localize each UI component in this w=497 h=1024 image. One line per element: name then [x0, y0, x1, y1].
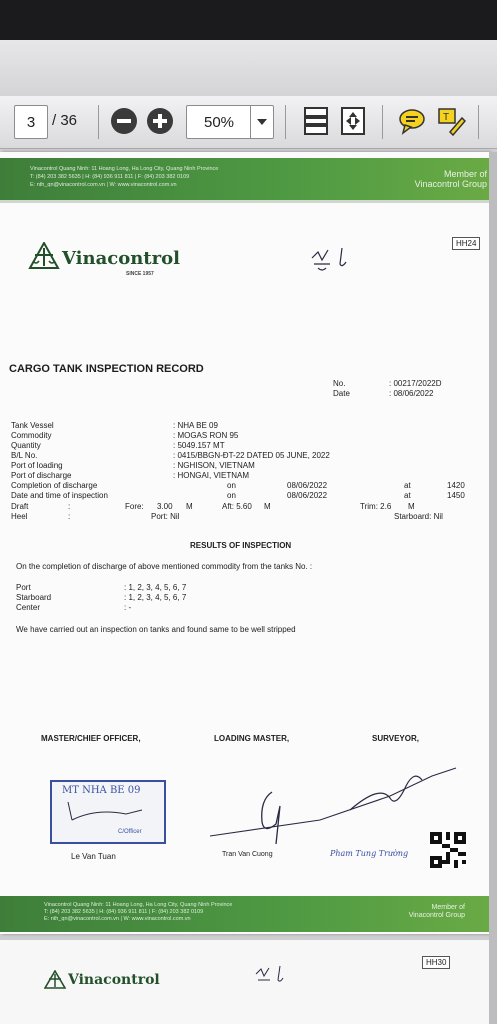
- band-divider: [0, 200, 489, 203]
- document-page: [0, 152, 489, 934]
- company-email: E: nth_qn@vinacontrol.com.vn | W: www.vinacontrol.com.vn: [30, 182, 177, 188]
- vertical-scrollbar[interactable]: [489, 152, 497, 1024]
- vessel-stamp: [50, 780, 166, 844]
- loading-master-name: Tran Van Cuong: [222, 851, 273, 858]
- surveyor-name: Pham Tung Trường: [330, 849, 409, 858]
- draft-trim: Trim: 2.6: [360, 502, 392, 511]
- pdf-toolbar: [0, 96, 497, 149]
- page-number-input[interactable]: [14, 105, 48, 139]
- stamp-text: MT NHA BE 09: [62, 785, 141, 796]
- draft-aft-unit: M: [264, 502, 271, 511]
- zoom-value: 50%: [204, 113, 235, 131]
- results-title: RESULTS OF INSPECTION: [190, 541, 292, 550]
- comment-icon[interactable]: [397, 106, 427, 136]
- company-phone: T: (84) 203 382 5635 | H: (84) 936 911 811 | F: (84) 203 382 0109: [30, 174, 190, 180]
- field-label: Heel: [11, 512, 28, 521]
- field-label: Quantity: [11, 441, 41, 450]
- footer-company-phone: T: (84) 203 382 5635 | H: (84) 936 911 811 | F: (84) 203 382 0109: [44, 909, 204, 915]
- loading-master-signature-label: LOADING MASTER,: [214, 734, 290, 743]
- tank-value: : -: [124, 603, 132, 612]
- completion-at: at: [404, 481, 411, 490]
- field-value: : NGHISON, VIETNAM: [173, 461, 255, 470]
- next-page-logo-icon: [44, 970, 66, 990]
- draft-aft: Aft: 5.60: [222, 502, 252, 511]
- field-label: Draft: [11, 502, 29, 511]
- draft-fore-unit: M: [186, 502, 193, 511]
- since-label: SINCE 1957: [126, 271, 154, 277]
- field-label: B/L No.: [11, 451, 38, 460]
- field-label: Port of discharge: [11, 471, 72, 480]
- inspection-date: 08/06/2022: [287, 491, 328, 500]
- date-value: : 08/06/2022: [389, 389, 434, 398]
- qr-code-icon: [430, 832, 466, 868]
- field-label: Date and time of inspection: [11, 491, 108, 500]
- tank-label: Port: [16, 583, 31, 592]
- inspection-at: at: [404, 491, 411, 500]
- master-signature-label: MASTER/CHIEF OFFICER,: [41, 734, 141, 743]
- tank-value: : 1, 2, 3, 4, 5, 6, 7: [124, 593, 187, 602]
- zoom-select[interactable]: [186, 105, 274, 139]
- footer-company-email: E: nth_qn@vinacontrol.com.vn | W: www.vinacontrol.com.vn: [44, 916, 191, 922]
- next-page-code: HH30: [422, 956, 450, 969]
- field-label: Tank Vessel: [11, 421, 54, 430]
- zoom-out-icon[interactable]: [109, 106, 139, 136]
- results-intro: On the completion of discharge of above mentioned commodity from the tanks No. :: [16, 562, 313, 571]
- form-code-badge: HH24: [452, 237, 480, 250]
- field-label: Commodity: [11, 431, 52, 440]
- monitor-bezel: [0, 0, 497, 40]
- next-page-preview: [0, 940, 489, 1024]
- highlight-text-icon[interactable]: [436, 106, 466, 136]
- company-address: Vinacontrol Quang Ninh: 11 Hoang Long, Ha Long City, Quang Ninh Province: [30, 166, 219, 172]
- stamp-sub: C/Officer: [118, 829, 142, 835]
- completion-date: 08/06/2022: [287, 481, 328, 490]
- member-of-label: Member of Vinacontrol Group: [414, 169, 487, 189]
- date-label: Date: [333, 389, 350, 398]
- field-label: Port of loading: [11, 461, 63, 470]
- master-name: Le Van Tuan: [71, 852, 116, 861]
- footer-company-address: Vinacontrol Quang Ninh: 11 Hoang Long, Ha Long City, Quang Ninh Province: [44, 902, 233, 908]
- fit-width-icon[interactable]: [302, 106, 330, 136]
- tank-value: : 1, 2, 3, 4, 5, 6, 7: [124, 583, 187, 592]
- heel-starboard: Starboard: Nil: [394, 512, 443, 521]
- inspection-on: on: [227, 491, 236, 500]
- inspection-time: 1450: [447, 491, 465, 500]
- footer-band: [0, 896, 489, 932]
- handwritten-mark-icon: [308, 242, 358, 278]
- field-value: : MOGAS RON 95: [173, 431, 239, 440]
- header-band: [0, 158, 489, 200]
- next-page-logo: Vinacontrol: [68, 972, 160, 988]
- heel-port: Port: Nil: [151, 512, 180, 521]
- page-title: CARGO TANK INSPECTION RECORD: [9, 363, 204, 375]
- vinacontrol-logo-icon: [28, 242, 60, 270]
- page-number-value: 3: [26, 113, 36, 131]
- draft-fore-label: Fore:: [125, 502, 144, 511]
- zoom-in-icon[interactable]: [145, 106, 175, 136]
- field-label: Completion of discharge: [11, 481, 98, 490]
- no-label: No.: [333, 379, 346, 388]
- viewer-title-strip: [0, 40, 497, 97]
- signature-scribble-icon: [200, 750, 460, 850]
- svg-text:T: T: [443, 112, 450, 123]
- page-total: / 36: [52, 112, 78, 129]
- inspection-statement: We have carried out an inspection on tanks and found same to be well stripped: [16, 625, 296, 634]
- tank-label: Starboard: [16, 593, 52, 602]
- field-value: : NHA BE 09: [173, 421, 218, 430]
- chevron-down-icon[interactable]: [250, 106, 273, 138]
- field-value: : 5049.157 MT: [173, 441, 225, 450]
- draft-colon: :: [68, 502, 71, 511]
- tank-label: Center: [16, 603, 41, 612]
- field-value: : 0415/BBGN-ĐT-22 DATED 05 JUNE, 2022: [173, 451, 330, 460]
- heel-colon: :: [68, 512, 71, 521]
- draft-trim-unit: M: [408, 502, 415, 511]
- next-page-handwritten-mark-icon: [252, 962, 292, 988]
- vinacontrol-logo: Vinacontrol: [62, 248, 180, 269]
- completion-on: on: [227, 481, 236, 490]
- surveyor-signature-label: SURVEYOR,: [372, 734, 419, 743]
- completion-time: 1420: [447, 481, 465, 490]
- footer-member-label: Member of Vinacontrol Group: [408, 904, 465, 919]
- draft-fore-value: 3.00: [157, 502, 173, 511]
- no-value: : 00217/2022D: [389, 379, 442, 388]
- fit-page-icon[interactable]: [339, 106, 367, 136]
- field-value: : HONGAI, VIETNAM: [173, 471, 250, 480]
